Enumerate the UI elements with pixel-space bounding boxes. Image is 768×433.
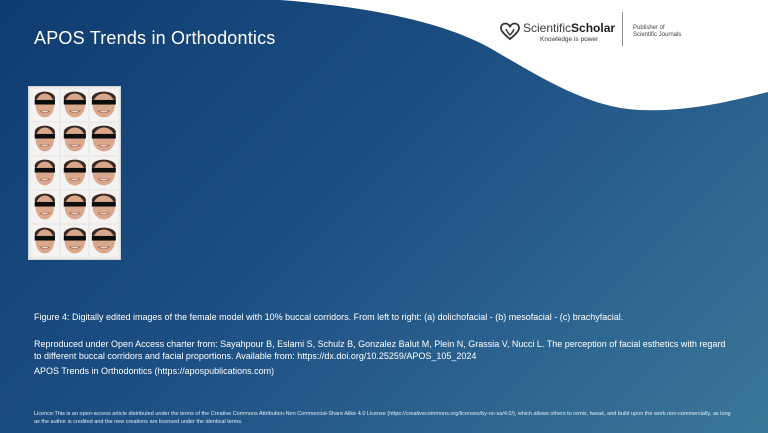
logo-name-light: Scientific <box>523 21 572 35</box>
logo-publisher-line2: Scientific Journals <box>633 32 682 38</box>
face-thumbnail <box>90 89 118 121</box>
face-thumbnail <box>61 225 89 257</box>
figure-image-grid[interactable] <box>28 86 121 260</box>
face-thumbnail <box>31 157 59 189</box>
logo-publisher-text <box>633 25 693 39</box>
face-thumbnail <box>31 123 59 155</box>
figure-caption: Figure 4: Digitally edited images of the female model with 10% buccal corridors. From left to right: (a) dolichofacial - (b) mesofacial - (c) brachyfacial. <box>34 312 624 322</box>
face-thumbnail <box>31 225 59 257</box>
publisher-logo[interactable] <box>498 12 690 46</box>
logo-divider <box>622 12 623 46</box>
scientific-scholar-heart-icon <box>500 22 520 42</box>
face-thumbnail <box>31 89 59 121</box>
face-thumbnail <box>90 123 118 155</box>
journal-source: APOS Trends in Orthodontics (https://apospublications.com) <box>34 366 275 376</box>
journal-title: APOS Trends in Orthodontics <box>34 28 276 48</box>
logo-tagline: Knowledge is power <box>540 36 599 43</box>
license-text: Licence:This is an open-access article distributed under the terms of the Creative Commons Attribution-Non Commercial-Share Alike 4.0 License (https://creativecommons.org/licenses/by-nc-sa/4.0/), which allows others to remix, tweak, and build upon the work non-commercially, as long as the author is credited and the new creations are licensed under the identical terms. <box>34 411 731 425</box>
face-thumbnail <box>90 225 118 257</box>
face-thumbnail <box>31 191 59 223</box>
face-thumbnail <box>90 157 118 189</box>
face-thumbnail <box>61 157 89 189</box>
logo-name <box>523 21 615 35</box>
face-thumbnail <box>61 191 89 223</box>
face-thumbnail <box>90 191 118 223</box>
logo-publisher-line1: Publisher of <box>633 25 665 31</box>
reproduction-notice: Reproduced under Open Access charter from: Sayahpour B, Eslami S, Schulz B, Gonzalez Balut M, Plein N, Grassia V, Nucci L. The perception of facial esthetics with regard to different buccal corridors and facial proportions. Available from: https://dx.doi.org/10.25259/APOS_105_2024 <box>34 339 726 361</box>
face-thumbnail <box>61 123 89 155</box>
face-thumbnail <box>61 89 89 121</box>
logo-name-bold: Scholar <box>571 21 616 35</box>
